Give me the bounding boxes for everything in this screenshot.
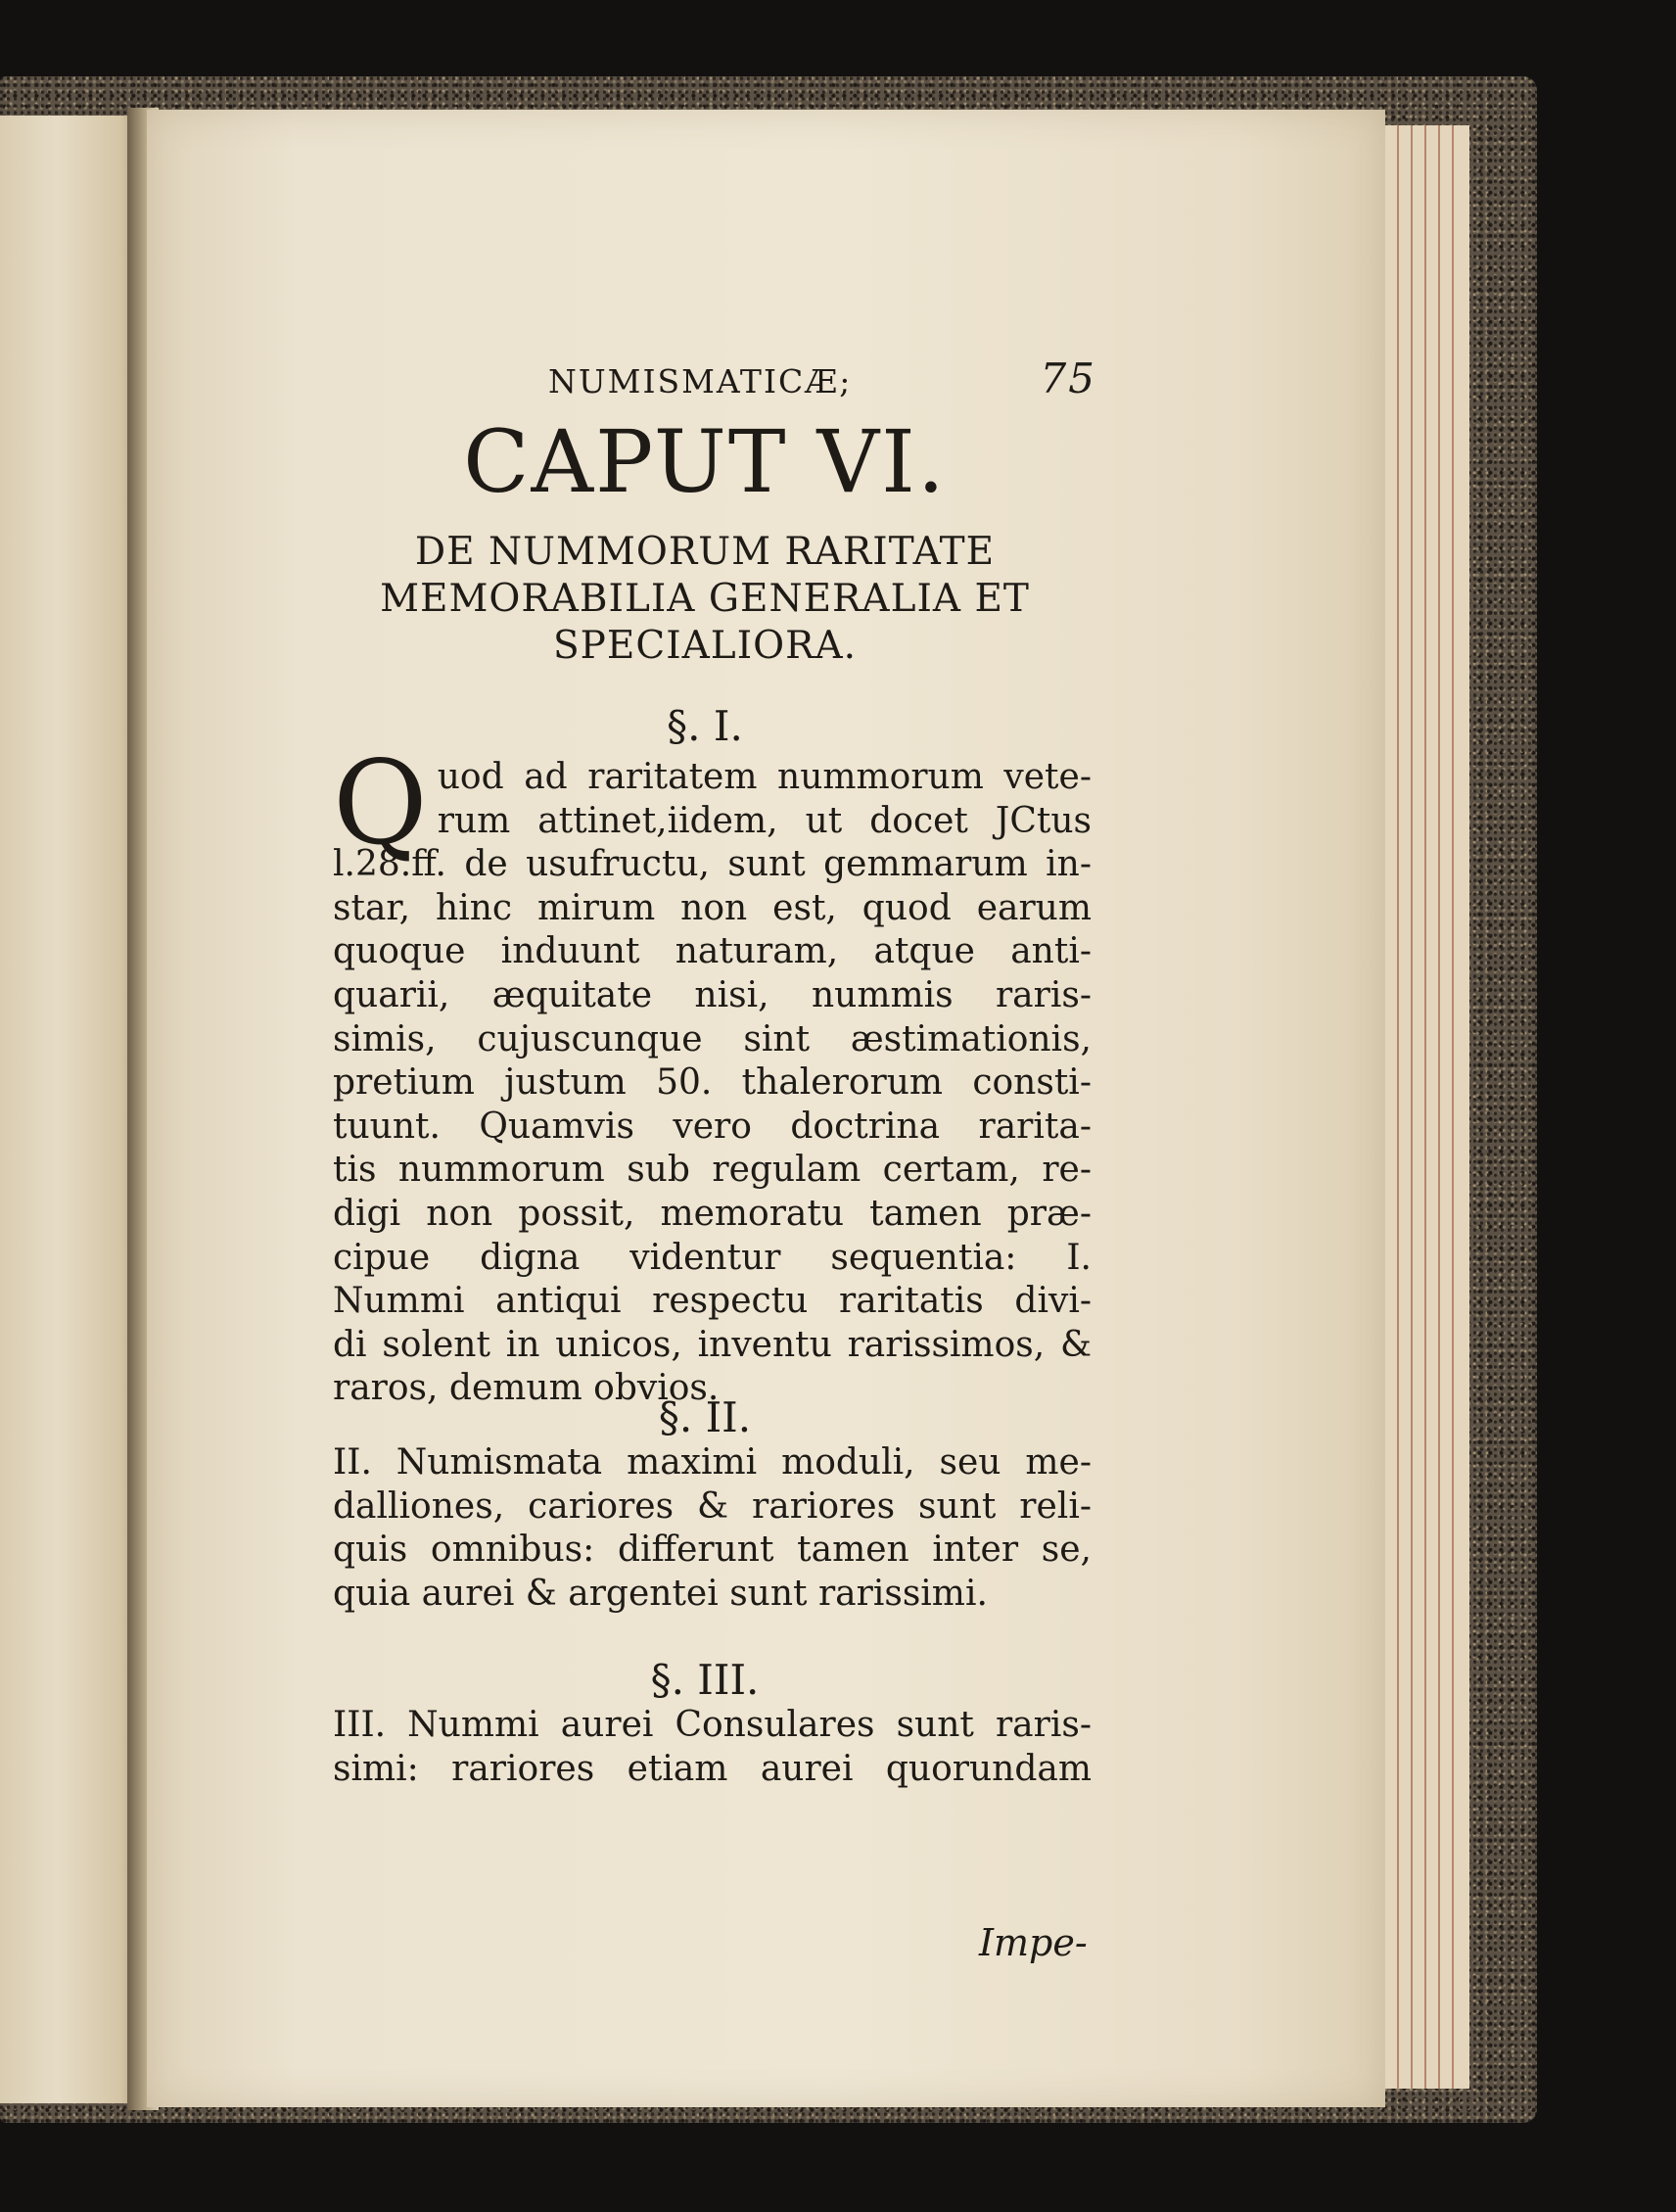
- text-line: simis, cujuscunque sint æstimationis,: [333, 1018, 1092, 1059]
- section-3-text: [333, 1704, 1092, 1791]
- facing-page-edge: [0, 116, 142, 2103]
- page-edge: [1452, 125, 1469, 2089]
- text-line: star, hinc mirum non est, quod earum: [333, 887, 1092, 928]
- text-line: di solent in unicos, inventu rarissimos, &: [333, 1324, 1092, 1365]
- section-2-text: [333, 1441, 1092, 1616]
- text-line: quia aurei & argentei sunt rarissimi.: [333, 1573, 988, 1614]
- subtitle-line: MEMORABILIA GENERALIA ET: [380, 577, 1030, 621]
- section-heading-3: §. III.: [650, 1656, 760, 1704]
- text-line: quis omnibus: differunt tamen inter se,: [333, 1530, 1092, 1571]
- text-line: l.28.ff. de usufructu, sunt gemmarum in-: [333, 844, 1092, 885]
- subtitle-line: SPECIALIORA.: [552, 624, 858, 668]
- text-line: quoque induunt naturam, atque anti-: [333, 931, 1092, 972]
- subtitle-line: DE NUMMORUM RARITATE: [414, 530, 996, 574]
- text-line: uod ad raritatem nummorum vete-: [437, 757, 1092, 797]
- chapter-subtitle: [323, 529, 1087, 670]
- section-heading-1: §. I.: [667, 702, 743, 750]
- running-head: [548, 354, 1096, 411]
- running-head-title: NUMISMATICÆ;: [548, 362, 853, 400]
- text-line: Nummi antiqui respectu raritatis divi-: [333, 1281, 1092, 1322]
- drop-cap: Q: [333, 735, 428, 871]
- text-line: tis nummorum sub regulam certam, re-: [333, 1150, 1092, 1191]
- text-line: tuunt. Quamvis vero doctrina rarita-: [333, 1106, 1092, 1147]
- text-line: simi: rariores etiam aurei quorundam: [333, 1748, 1092, 1789]
- text-line: quarii, æquitate nisi, nummis raris-: [333, 974, 1092, 1015]
- text-line: rum attinet,iidem, ut docet JCtus: [437, 800, 1092, 841]
- text-line: raros, demum obvios.: [333, 1368, 720, 1409]
- text-line: II. Numismata maximi moduli, seu me-: [333, 1442, 1092, 1483]
- page-number: 75: [1040, 354, 1096, 402]
- catchword: Impe-: [979, 1921, 1088, 1964]
- book-page: [147, 110, 1385, 2107]
- text-line: digi non possit, memoratu tamen præ-: [333, 1193, 1092, 1234]
- text-line: cipue digna videntur sequentia: I.: [333, 1237, 1092, 1278]
- text-line: III. Nummi aurei Consulares sunt raris-: [333, 1705, 1092, 1745]
- chapter-title: CAPUT VI.: [463, 411, 947, 512]
- section-1-text: [333, 735, 1092, 1411]
- section-heading-2: §. II.: [658, 1393, 752, 1441]
- text-line: dalliones, cariores & rariores sunt reli-: [333, 1485, 1092, 1527]
- text-line: pretium justum 50. thalerorum consti-: [333, 1062, 1092, 1104]
